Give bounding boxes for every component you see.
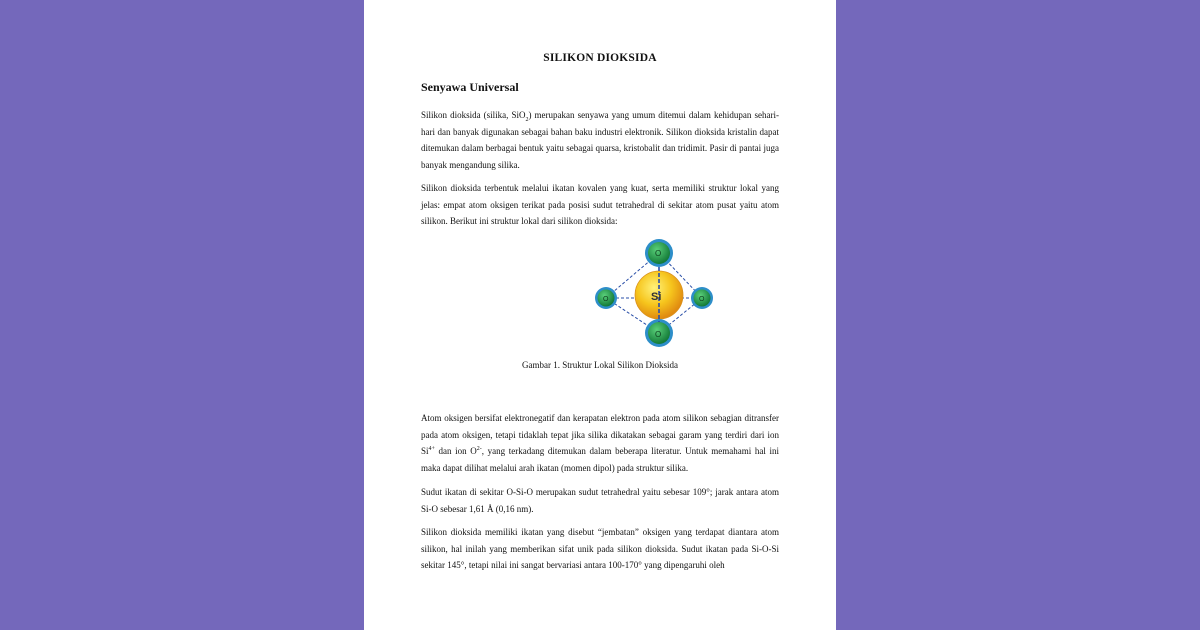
paragraph-2: Silikon dioksida terbentuk melalui ikatan kovalen yang kuat, serta memiliki struktur lokal yang jelas: empat atom oksigen terikat pada posisi sudut tetrahedral di sekitar atom pusat yaitu atom silikon. Berikut ini struktur lokal dari silikon dioksida: bbox=[421, 183, 779, 227]
document-title: SILIKON DIOKSIDA bbox=[543, 52, 657, 64]
superscript-2minus: 2- bbox=[476, 446, 482, 453]
figure-caption: Gambar 1. Struktur Lokal Silikon Dioksida bbox=[522, 360, 678, 370]
oxygen-label-top: O bbox=[655, 249, 662, 258]
paragraph-1 bbox=[421, 107, 779, 174]
oxygen-label-bottom: O bbox=[655, 330, 662, 339]
superscript-4plus: 4+ bbox=[428, 446, 435, 453]
silicon-label: Si bbox=[651, 291, 662, 303]
paragraph-5: Silikon dioksida memiliki ikatan yang disebut “jembatan” oksigen yang terdapat diantara atom silikon, hal inilah yang memberikan sifat unik pada silikon dioksida. Sudut ikatan pada Si-O-Si sekitar 145°, tetapi nilai ini sangat bervariasi antara 100-170° yang dipengaruhi oleh bbox=[421, 527, 779, 571]
sio2-structure-figure bbox=[593, 236, 723, 348]
subscript-2: 2 bbox=[525, 116, 529, 123]
paragraph-3-text-c: , yang terkadang ditemukan dalam beberapa literatur. Untuk memahami hal ini maka dapat dilihat melalui arah ikatan (momen dipol) pada struktur silika. bbox=[421, 446, 779, 474]
paragraph-3-text-a: Atom oksigen bersifat elektronegatif dan kerapatan elektron pada atom silikon sebagian ditransfer pada atom oksigen, tetapi tidaklah tepat jika silika dikatakan sebagai garam yang terdiri dari ion Si bbox=[421, 413, 779, 457]
paragraph-3 bbox=[421, 410, 779, 477]
section-heading: Senyawa Universal bbox=[421, 80, 519, 94]
paragraph-4: Sudut ikatan di sekitar O-Si-O merupakan sudut tetrahedral yaitu sebesar 109°; jarak antara atom Si-O sebesar 1,61 Å (0,16 nm). bbox=[421, 487, 779, 514]
paragraph-3-text-b: dan ion O bbox=[434, 446, 477, 457]
document-page bbox=[364, 0, 836, 630]
oxygen-label-right: O bbox=[699, 296, 705, 303]
paragraph-1-text-a: Silikon dioksida (silika, SiO bbox=[421, 110, 526, 120]
oxygen-label-left: O bbox=[603, 296, 609, 303]
paragraph-1-text-b: ) merupakan senyawa yang umum ditemui dalam kehidupan sehari-hari dan banyak digunakan sebagai bahan baku industri elektronik. Silikon dioksida kristalin dapat ditemukan dalam berbagai bentuk yaitu sebagai quarsa, kristobalit dan tridimit. Pasir di pantai juga banyak mengandung silika. bbox=[421, 110, 779, 171]
